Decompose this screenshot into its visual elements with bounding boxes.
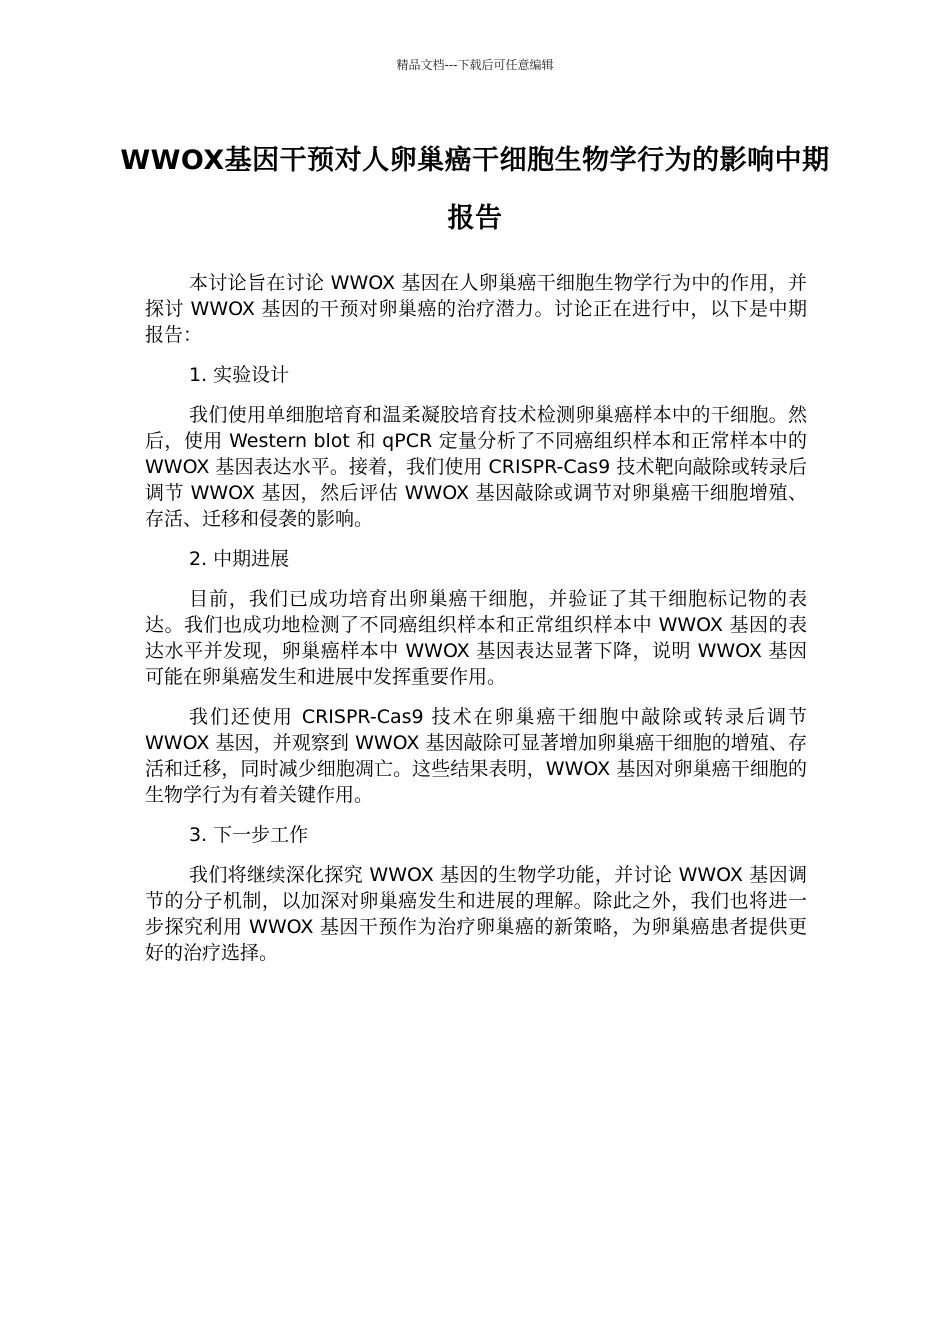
section-2-paragraph-1: 目前，我们已成功培育出卵巢癌干细胞，并验证了其干细胞标记物的表达。我们也成功地检测了不同癌组织样本和正常组织样本中 WWOX 基因的表达水平并发现，卵巢癌样本中 WWOX 基因表达显著下降，说明 WWOX 基因可能在卵巢癌发生和进展中发挥重要作用。 xyxy=(145,588,807,688)
section-heading-1: 1. 实验设计 xyxy=(189,364,290,386)
header-note: 精品文档---下载后可任意编辑 xyxy=(396,58,554,72)
section-2-paragraph-2: 我们还使用 CRISPR-Cas9 技术在卵巢癌干细胞中敲除或转录后调节 WWOX 基因，并观察到 WWOX 基因敲除可显著增加卵巢癌干细胞的增殖、存活和迁移，同时减少细胞凋亡。这些结果表明，WWOX 基因对卵巢癌干细胞的生物学行为有着关键作用。 xyxy=(145,706,807,806)
document-body xyxy=(145,270,807,980)
section-heading-3: 3. 下一步工作 xyxy=(189,824,309,846)
section-3-paragraph-1: 我们将继续深化探究 WWOX 基因的生物学功能，并讨论 WWOX 基因调节的分子机制，以加深对卵巢癌发生和进展的理解。除此之外，我们也将进一步探究利用 WWOX 基因干预作为治疗卵巢癌的新策略，为卵巢癌患者提供更好的治疗选择。 xyxy=(145,864,807,964)
document-title: WWOX基因干预对人卵巢癌干细胞生物学行为的影响中期报告 xyxy=(120,145,830,234)
section-heading-2: 2. 中期进展 xyxy=(189,548,290,570)
section-1-paragraph-1: 我们使用单细胞培育和温柔凝胶培育技术检测卵巢癌样本中的干细胞。然后，使用 Western blot 和 qPCR 定量分析了不同癌组织样本和正常样本中的 WWOX 基因表达水平。接着，我们使用 CRISPR-Cas9 技术靶向敲除或转录后调节 WWOX 基因，然后评估 WWOX 基因敲除或调节对卵巢癌干细胞增殖、存活、迁移和侵袭的影响。 xyxy=(145,404,807,530)
intro-paragraph: 本讨论旨在讨论 WWOX 基因在人卵巢癌干细胞生物学行为中的作用，并探讨 WWOX 基因的干预对卵巢癌的治疗潜力。讨论正在进行中，以下是中期报告： xyxy=(145,272,807,346)
